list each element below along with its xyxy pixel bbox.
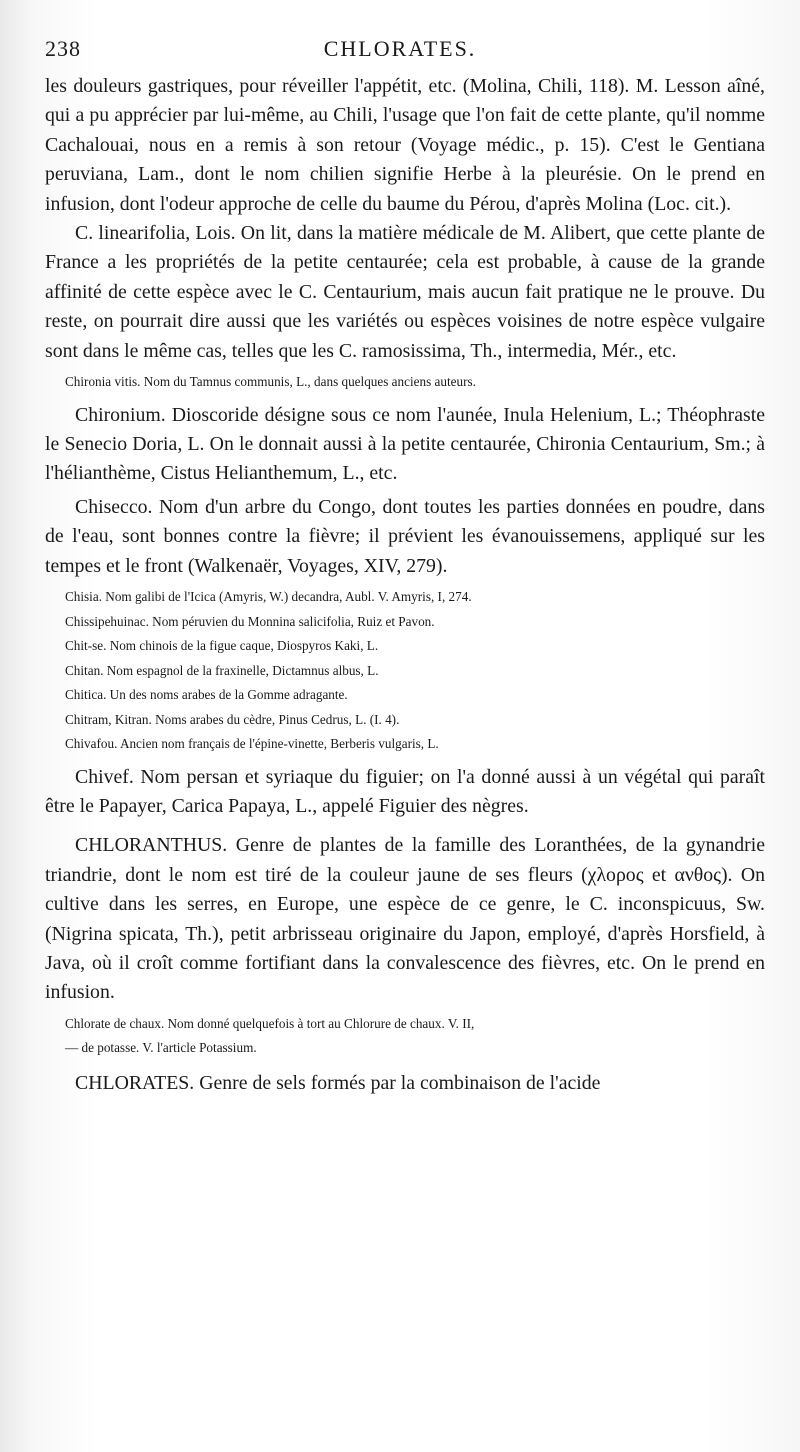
chironium-entry: Chironium. Dioscoride désigne sous ce nom l'aunée, Inula Helenium, L.; Théophraste le Senecio Doria, L. On le donnait aussi à la petite centaurée, Chironia Centaurium, Sm.; à l'hélianthème, Cistus Helianthemum, L., etc. <box>45 403 765 485</box>
continuation-paragraph: les douleurs gastriques, pour réveiller l'appétit, etc. (Molina, Chili, 118). M. Lesson aîné, qui a pu apprécier par lui-même, au Chili, l'usage que l'on fait de cette plante, qu'il nomme Cachalouai, nous en a remis à son retour (Voyage médic., p. 15). C'est le Gentiana peruviana, Lam., dont le nom chilien signifie Herbe à la pleurésie. On le prend en infusion, dont l'odeur approche de celle du baume du Pérou, d'après Molina (Loc. cit.). <box>45 75 765 215</box>
chissipehuinac-entry: Chissipehuinac. Nom péruvien du Monnina salicifolia, Ruiz et Pavon. <box>65 613 435 629</box>
chitram-entry: Chitram, Kitran. Noms arabes du cèdre, Pinus Cedrus, L. (I. 4). <box>65 711 400 727</box>
page-body <box>45 72 765 1098</box>
chironia-vitis-entry: Chironia vitis. Nom du Tamnus communis, L., dans quelques anciens auteurs. <box>65 374 476 390</box>
chlorate-de-potasse-entry: — de potasse. V. l'article Potassium. <box>65 1040 257 1056</box>
chlorates-entry: CHLORATES. Genre de sels formés par la combinaison de l'acide <box>75 1071 601 1094</box>
chitan-entry: Chitan. Nom espagnol de la fraxinelle, Dictamnus albus, L. <box>65 662 379 678</box>
chitica-entry: Chitica. Un des noms arabes de la Gomme adragante. <box>65 687 348 702</box>
page-number: 238 <box>45 36 81 61</box>
page-header <box>45 36 755 64</box>
chivef-entry: Chivef. Nom persan et syriaque du figuier; on l'a donné aussi à un végétal qui paraît être le Papayer, Carica Papaya, L., appelé Figuier des nègres. <box>45 765 765 817</box>
chisecco-entry: Chisecco. Nom d'un arbre du Congo, dont toutes les parties données en poudre, dans de l'eau, sont bonnes contre la fièvre; il prévient les évanouissemens, appliqué sur les tempes et le front (Walkenaër, Voyages, XIV, 279). <box>45 495 765 577</box>
chlorate-de-chaux-entry: Chlorate de chaux. Nom donné quelquefois à tort au Chlorure de chaux. V. II, <box>65 1015 475 1031</box>
chisia-entry: Chisia. Nom galibi de l'Icica (Amyris, W.) decandra, Aubl. V. Amyris, I, 274. <box>65 589 472 604</box>
running-head: CHLORATES. <box>323 36 477 61</box>
chivafou-entry: Chivafou. Ancien nom français de l'épine-vinette, Berberis vulgaris, L. <box>65 736 439 751</box>
chit-se-entry: Chit-se. Nom chinois de la figue caque, Diospyros Kaki, L. <box>65 638 379 653</box>
linearifolia-paragraph: C. linearifolia, Lois. On lit, dans la matière médicale de M. Alibert, que cette plante de France a les propriétés de la petite centaurée; cela est probable, à cause de la grande affinité de cette espèce avec le C. Centaurium, mais aucun fait pratique ne le prouve. Du reste, on pourrait dire aussi que les variétés ou espèces voisines de notre espèce vulgaire sont dans le même cas, telles que les C. ramosissima, Th., intermedia, Mér., etc. <box>45 222 765 362</box>
chloranthus-entry: CHLORANTHUS. Genre de plantes de la famille des Loranthées, de la gynandrie triandrie, dont le nom est tiré de la couleur jaune de ses fleurs (χλορος et ανθος). On cultive dans les serres, en Europe, une espèce de ce genre, le C. inconspicuus, Sw. (Nigrina spicata, Th.), petit arbrisseau originaire du Japon, employé, d'après Horsfield, à Java, où il croît comme fortifiant dans la convalescence des fièvres, etc. On le prend en infusion. <box>45 834 765 1004</box>
